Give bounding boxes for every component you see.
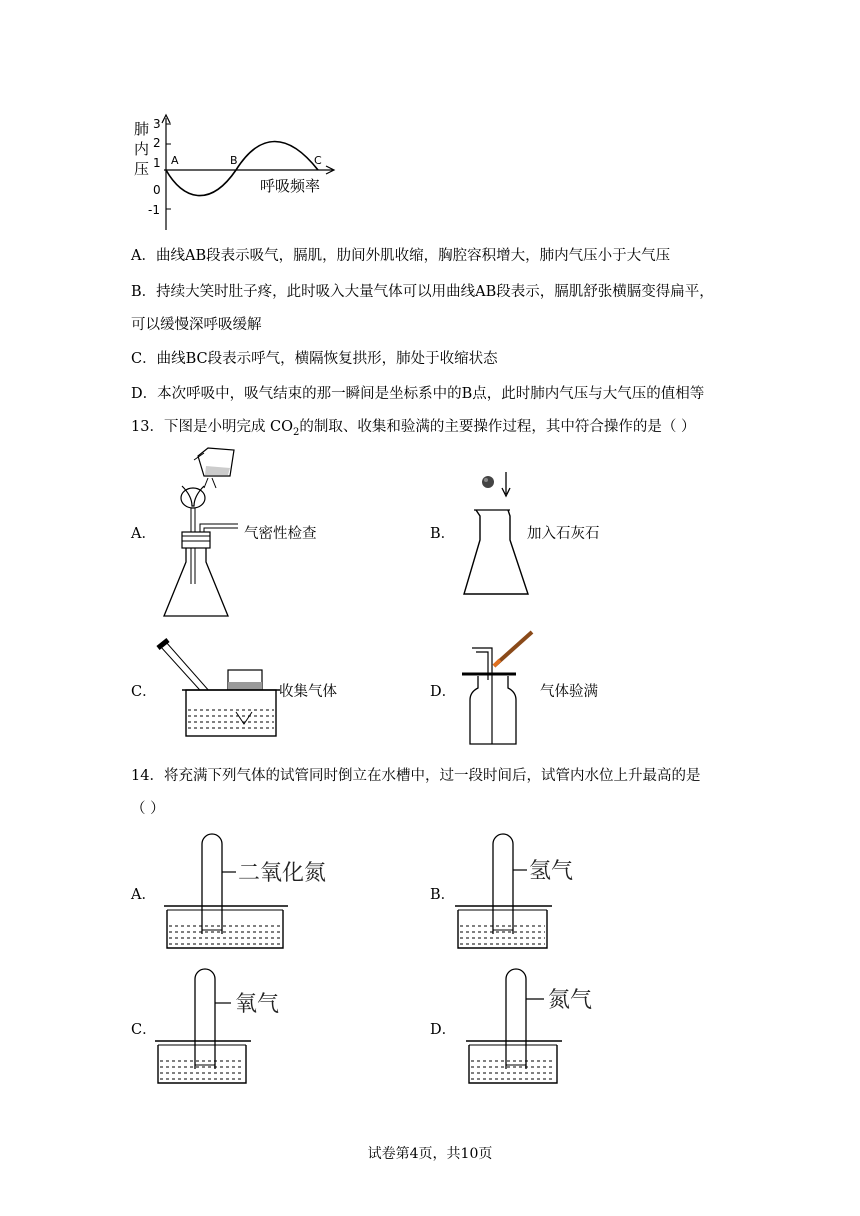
q12-option-d: D．本次呼吸中，吸气结束的那一瞬间是坐标系中的B点，此时肺内气压与大气压的值相等	[131, 386, 705, 402]
q13-figure-a	[160, 444, 242, 622]
q13-stem-subscript: 2	[293, 426, 300, 438]
q13-stem-end: 的制取、收集和验满的主要操作过程，其中符合操作的是（ ）	[299, 419, 696, 435]
page-footer: 试卷第4页，共10页	[367, 1146, 493, 1162]
graph-y-tick-1: 1	[153, 156, 161, 170]
q13-figure-d	[460, 628, 552, 750]
q14-letter-c: C．	[131, 1022, 157, 1038]
q13-figure-c	[156, 638, 280, 740]
graph-y-tick-0: 0	[153, 183, 161, 197]
q12-option-b: B．持续大笑时肚子疼，此时吸入大量气体可以用曲线AB段表示，膈肌舒张横膈变得扁平，	[131, 284, 714, 300]
q13-letter-a: A．	[131, 526, 156, 542]
q12-option-c: C．曲线BC段表示呼气，横隔恢复拱形，肺处于收缩状态	[131, 351, 498, 367]
graph-y-label-1: 肺	[134, 120, 150, 138]
graph-y-label-2: 内	[134, 140, 150, 158]
graph-y-label-3: 压	[134, 160, 150, 178]
q12-option-b-cont: 可以缓慢深呼吸缓解	[131, 317, 262, 333]
q13-figure-b	[462, 470, 542, 598]
q13-letter-d: D．	[430, 684, 457, 700]
q14-paren: （ ）	[131, 801, 165, 817]
graph-point-c: C	[314, 154, 322, 167]
q14-letter-b: B．	[430, 887, 456, 903]
graph-y-tick-2: 2	[153, 136, 161, 150]
q13-letter-c: C．	[131, 684, 157, 700]
graph-point-b: B	[230, 154, 238, 167]
q14-label-b: 氢气	[529, 859, 574, 884]
q12-option-a: A．曲线AB段表示吸气，膈肌，肋间外肌收缩，胸腔容积增大，肺内气压小于大气压	[131, 248, 671, 264]
graph-x-label: 呼吸频率	[260, 177, 321, 195]
q14-letter-d: D．	[430, 1022, 457, 1038]
graph-point-a: A	[171, 154, 179, 167]
q13-stem-start: 13．下图是小明完成 CO	[131, 419, 294, 435]
q14-figure-c	[155, 965, 295, 1087]
q13-stem	[131, 417, 696, 443]
lung-pressure-graph	[128, 112, 343, 232]
q14-figure-b	[455, 830, 595, 952]
q14-label-c: 氧气	[235, 992, 280, 1017]
q14-letter-a: A．	[131, 887, 156, 903]
q14-label-d: 氮气	[548, 988, 593, 1013]
q13-label-b: 加入石灰石	[527, 526, 600, 542]
q14-figure-a	[164, 830, 364, 952]
q13-label-c: 收集气体	[279, 684, 337, 700]
q14-label-a: 二氧化氮	[238, 861, 327, 886]
graph-y-tick-neg1: -1	[148, 203, 160, 217]
q13-label-a: 气密性检查	[244, 526, 317, 542]
q13-label-d: 气体验满	[540, 684, 598, 700]
graph-y-tick-3: 3	[153, 117, 161, 131]
q14-stem: 14．将充满下列气体的试管同时倒立在水槽中，过一段时间后，试管内水位上升最高的是	[131, 768, 701, 784]
q14-figure-d	[466, 965, 606, 1087]
q13-letter-b: B．	[430, 526, 456, 542]
